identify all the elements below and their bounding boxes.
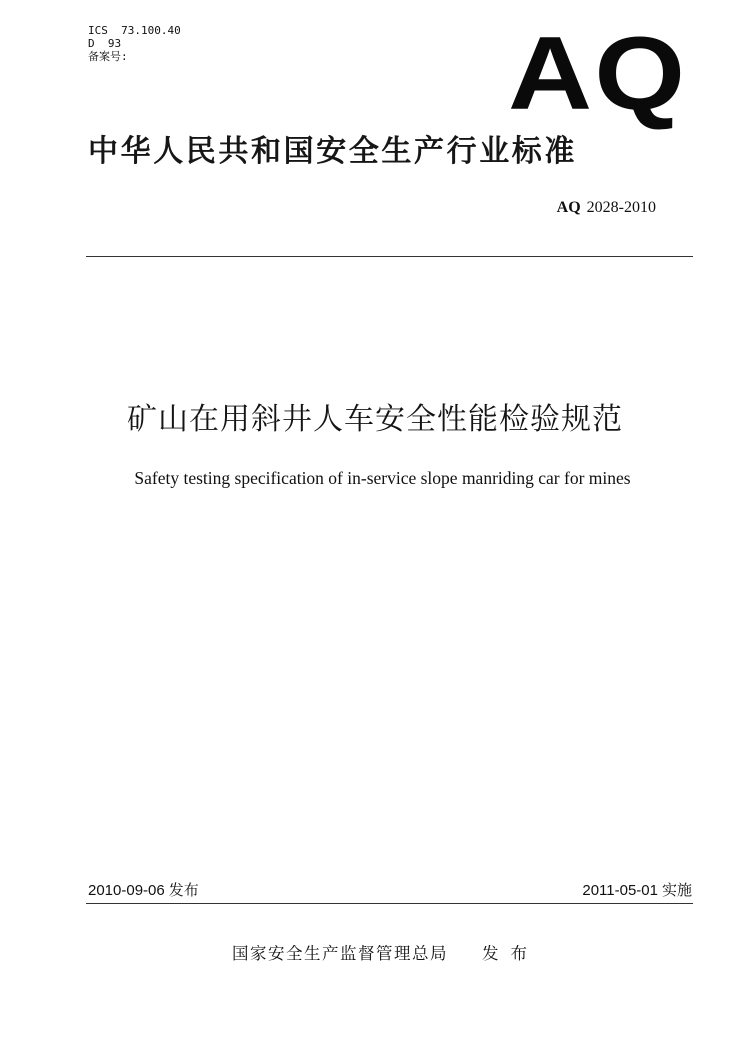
issue-label: 发布 <box>168 881 199 899</box>
standard-category-title: 中华人民共和国安全生产行业标准 <box>88 134 577 169</box>
issue-date-line <box>88 880 199 901</box>
document-title-english: Safety testing specification of in-service slope manriding car for mines <box>134 468 631 488</box>
ccs-code: D 93 <box>88 37 122 50</box>
issuing-action: 发布 <box>482 944 539 963</box>
top-divider <box>86 256 693 257</box>
implementation-label: 实施 <box>661 881 692 899</box>
issue-date: 2010-09-06 <box>88 882 165 899</box>
standard-number-prefix: AQ <box>556 199 581 216</box>
implementation-date-line <box>582 880 692 901</box>
header-meta <box>88 24 181 63</box>
standard-logo: AQ <box>508 16 688 132</box>
implementation-date: 2011-05-01 <box>582 882 658 899</box>
bottom-divider <box>86 903 693 904</box>
issuing-authority-name: 国家安全生产监督管理总局 <box>232 944 448 963</box>
standard-number <box>557 198 656 218</box>
issuing-authority-line <box>232 942 539 966</box>
ics-code: ICS 73.100.40 <box>88 24 181 37</box>
standard-number-value: 2028-2010 <box>586 199 656 216</box>
document-title-chinese: 矿山在用斜井人车安全性能检验规范 <box>127 402 623 437</box>
filing-number-label: 备案号: <box>88 50 128 63</box>
